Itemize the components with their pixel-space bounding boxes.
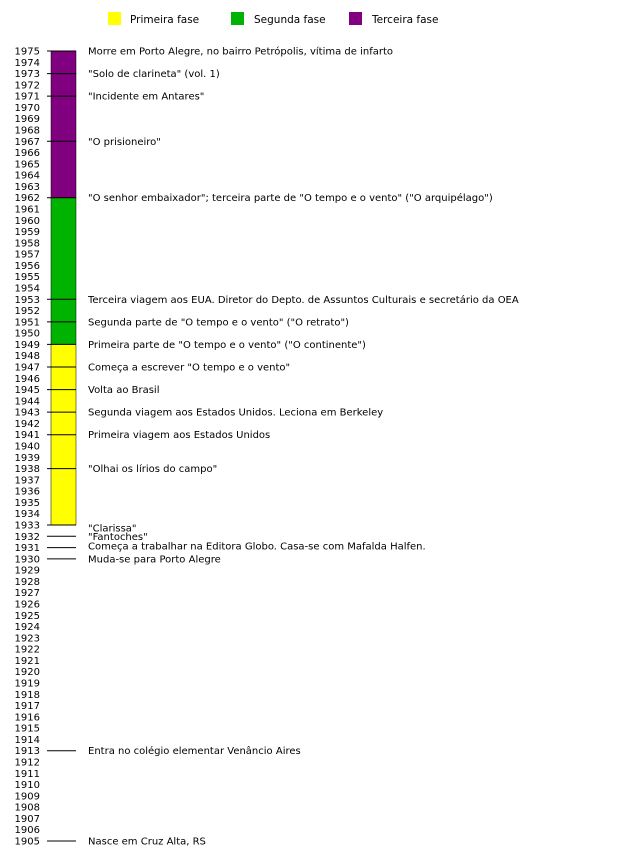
year-label-1942: 1942 [14, 418, 40, 430]
year-label-1910: 1910 [14, 780, 40, 792]
year-label-1951: 1951 [14, 317, 40, 329]
year-label-1955: 1955 [14, 272, 40, 284]
event-label-1913: Entra no colégio elementar Venâncio Aires [88, 746, 301, 758]
legend-label-primeira-fase: Primeira fase [130, 14, 200, 26]
legend-label-terceira-fase: Terceira fase [372, 14, 439, 26]
year-label-1919: 1919 [14, 678, 40, 690]
event-label-1945: Volta ao Brasil [88, 385, 160, 397]
year-label-1944: 1944 [14, 396, 40, 408]
year-label-1937: 1937 [14, 475, 40, 487]
year-label-1936: 1936 [14, 486, 40, 498]
year-label-1973: 1973 [14, 69, 40, 81]
year-label-1911: 1911 [14, 768, 40, 780]
year-label-1934: 1934 [14, 509, 40, 521]
event-label-1933: "Clarissa" [88, 523, 137, 535]
year-label-1906: 1906 [14, 825, 40, 837]
year-label-1931: 1931 [14, 543, 40, 555]
year-label-1927: 1927 [14, 588, 40, 600]
year-label-1921: 1921 [14, 655, 40, 667]
event-label-1967: "O prisioneiro" [88, 136, 161, 148]
year-label-1956: 1956 [14, 260, 40, 272]
year-label-1941: 1941 [14, 430, 40, 442]
year-label-1968: 1968 [14, 125, 40, 137]
year-label-1965: 1965 [14, 159, 40, 171]
year-label-1907: 1907 [14, 813, 40, 825]
year-label-1957: 1957 [14, 249, 40, 261]
legend [108, 12, 438, 26]
legend-label-segunda-fase: Segunda fase [254, 14, 326, 26]
event-label-1949: Primeira parte de "O tempo e o vento" ("O continente") [88, 339, 366, 351]
event-markers [47, 46, 519, 848]
year-label-1966: 1966 [14, 148, 40, 160]
year-label-1964: 1964 [14, 170, 40, 182]
event-label-1951: Segunda parte de "O tempo e o vento" ("O retrato") [88, 317, 349, 329]
phase-bars [51, 51, 76, 525]
year-label-1912: 1912 [14, 757, 40, 769]
year-label-1915: 1915 [14, 723, 40, 735]
year-label-1943: 1943 [14, 407, 40, 419]
year-label-1940: 1940 [14, 441, 40, 453]
year-label-1954: 1954 [14, 283, 40, 295]
year-label-1916: 1916 [14, 712, 40, 724]
legend-swatch-terceira-fase [349, 12, 362, 25]
year-label-1953: 1953 [14, 294, 40, 306]
year-label-1924: 1924 [14, 622, 40, 634]
year-label-1975: 1975 [14, 46, 40, 58]
year-label-1933: 1933 [14, 520, 40, 532]
event-label-1941: Primeira viagem aos Estados Unidos [88, 430, 271, 442]
event-label-1947: Começa a escrever "O tempo e o vento" [88, 362, 291, 374]
year-label-1959: 1959 [14, 227, 40, 239]
year-label-1923: 1923 [14, 633, 40, 645]
year-label-1935: 1935 [14, 497, 40, 509]
year-label-1928: 1928 [14, 576, 40, 588]
event-label-1938: "Olhai os lírios do campo" [88, 464, 218, 476]
year-label-1972: 1972 [14, 80, 40, 92]
year-label-1932: 1932 [14, 531, 40, 543]
event-label-1975: Morre em Porto Alegre, no bairro Petrópolis, vítima de infarto [88, 46, 394, 58]
year-label-1914: 1914 [14, 734, 40, 746]
year-label-1947: 1947 [14, 362, 40, 374]
year-label-1945: 1945 [14, 385, 40, 397]
year-label-1920: 1920 [14, 667, 40, 679]
year-label-1960: 1960 [14, 215, 40, 227]
event-label-1971: "Incidente em Antares" [88, 91, 205, 103]
year-label-1913: 1913 [14, 746, 40, 758]
year-labels [15, 47, 40, 848]
event-label-1943: Segunda viagem aos Estados Unidos. Leciona em Berkeley [88, 407, 384, 419]
year-label-1970: 1970 [14, 102, 40, 114]
year-label-1969: 1969 [14, 114, 40, 126]
year-label-1971: 1971 [14, 91, 40, 103]
year-label-1905: 1905 [14, 836, 40, 848]
year-label-1962: 1962 [14, 193, 40, 205]
event-label-1931: Começa a trabalhar na Editora Globo. Casa-se com Mafalda Halfen. [88, 541, 426, 553]
year-label-1917: 1917 [14, 701, 40, 713]
year-label-1949: 1949 [14, 339, 40, 351]
year-label-1922: 1922 [14, 644, 40, 656]
event-label-1930: Muda-se para Porto Alegre [88, 554, 221, 566]
legend-swatch-primeira-fase [108, 12, 121, 25]
legend-swatch-segunda-fase [231, 12, 244, 25]
event-label-1932: "Fantoches" [88, 531, 148, 543]
year-label-1963: 1963 [14, 181, 40, 193]
phase-bar-segunda-fase [51, 198, 76, 345]
year-label-1918: 1918 [14, 689, 40, 701]
year-label-1908: 1908 [14, 802, 40, 814]
year-label-1930: 1930 [14, 554, 40, 566]
year-label-1925: 1925 [14, 610, 40, 622]
year-label-1909: 1909 [14, 791, 40, 803]
year-label-1961: 1961 [14, 204, 40, 216]
year-label-1952: 1952 [14, 306, 40, 318]
year-label-1958: 1958 [14, 238, 40, 250]
year-label-1929: 1929 [14, 565, 40, 577]
year-label-1926: 1926 [14, 599, 40, 611]
year-label-1967: 1967 [14, 136, 40, 148]
phase-bar-terceira-fase [51, 51, 76, 198]
year-label-1950: 1950 [14, 328, 40, 340]
event-label-1962: "O senhor embaixador"; terceira parte de "O tempo e o vento" ("O arquipélago") [88, 193, 493, 205]
event-label-1953: Terceira viagem aos EUA. Diretor do Depto. de Assuntos Culturais e secretário da OEA [88, 294, 519, 306]
event-label-1905: Nasce em Cruz Alta, RS [88, 836, 206, 848]
event-label-1973: "Solo de clarineta" (vol. 1) [88, 69, 220, 81]
year-label-1974: 1974 [14, 57, 40, 69]
year-label-1946: 1946 [14, 373, 40, 385]
year-label-1939: 1939 [14, 452, 40, 464]
year-label-1938: 1938 [14, 464, 40, 476]
year-label-1948: 1948 [14, 351, 40, 363]
